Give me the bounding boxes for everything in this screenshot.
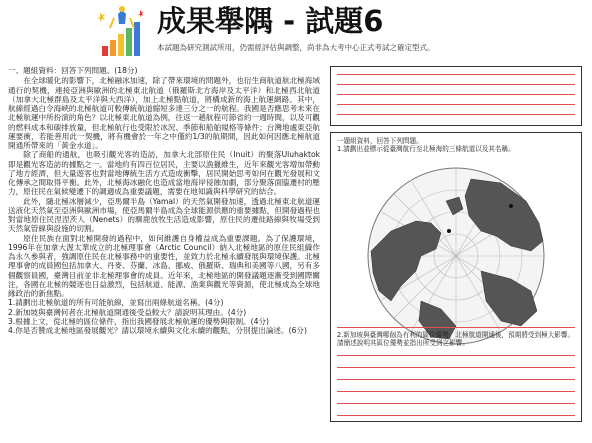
answer-line	[337, 104, 575, 105]
page-title: 成果舉隅 - 試題6	[157, 4, 384, 38]
polar-map[interactable]	[361, 161, 551, 351]
question-passage	[8, 66, 320, 443]
answer-line	[337, 327, 575, 328]
answer-line	[337, 84, 575, 85]
answer-line	[337, 391, 575, 392]
answer-question-1: 1.請劃出並標示從臺灣航行至北極海的三條航道以及其名稱。	[337, 145, 515, 153]
answer-line	[337, 415, 575, 416]
answer-sheet-panel	[330, 132, 582, 422]
sub-question-2: 2.新加坡與臺灣何者在北極航道開通後受益較大？請說明其理由。(4分)	[8, 307, 247, 317]
disclaimer-text: 本試題為研究測試所用，仍需經評估與調整，尚非為大考中心正式考試之確定型式。	[157, 43, 435, 52]
sub-question-3: 3.根據上文，從北極的區位條件，指出我國發展北極航運的優勢與限制。(4分)	[8, 316, 269, 326]
answer-line	[337, 355, 575, 356]
answer-line	[337, 367, 575, 368]
answer-section-label: 一題組資料，回答下列問題。	[337, 137, 423, 145]
answer-line	[337, 114, 575, 115]
answer-line	[337, 379, 575, 380]
answer-question-2: 2.新加坡與臺灣哪個為有利的區位優勢，北極航道開通後，預期將受到極大影響。請簡述說明其區位優勢並指出所受到之影響。	[337, 331, 575, 347]
passage-paragraph-4: 原住民族在面對北極開發的過程中，如何維護自身權益成為重要課題。為了保護環境，1996年在加拿大渥太華成立的北極理事會（Arctic Council）納入北極地區的原住民組織作為永久參與者，強調原住民在北極事務中的重要性，並致力於北極永續發展與環境保護。北極理事會的成員國包括加拿大、丹麥、芬蘭、冰島、挪威、俄羅斯、瑞典和美國等八國，另有多個觀察員國，臺灣目前並非北極理事會的成員。近年來，北極地區的開發議題逐漸受到國際關注，各國在北極的競逐也日益激烈，包括航道、能源、漁業與觀光等資源，使北極成為全球地緣政治的新焦點。	[8, 233, 320, 298]
answer-line	[337, 74, 575, 75]
question-heading: 一、題組資料：回答下列問題。(18分)	[8, 66, 138, 75]
trophy-bar-chart-logo	[92, 4, 152, 58]
header	[0, 0, 592, 60]
answer-line	[337, 94, 575, 95]
passage-paragraph-3: 此外，隨北極冰層減少，亞馬爾半島（Yamal）的天然氣開發加速，透過北極東北航道運送液化天然氣至亞洲與歐洲市場，使亞馬爾半島成為全球能源供應的重要據點，但開發過程也對當地原住民涅涅茨人（Nenets）的馴鹿放牧生活造成影響，原住民的遷徙路線與牧場受到天然氣管線與設施的切割。	[8, 196, 320, 234]
sub-question-1: 1.請劃出北極航道的所有可能航線，並寫出兩條航道名稱。(4分)	[8, 298, 224, 308]
passage-paragraph-2: 除了商船的通航，也吸引觀光客的造訪，加拿大北部原住民（Inuit）的聚落Uluhaktok即是觀光客造訪的據點之一。當地約有四百位居民，主要以漁獵維生，近年來觀光客增加帶動了地方經濟，但大量遊客也對當地傳統生活方式造成衝擊，居民開始思考如何在觀光發展和文化傳承之間取得平衡。此外，北極海冰融化也造成當地海岸侵蝕加劇，部分聚落面臨遷村的壓力，原住民在氣候變遷下的調適成為重要議題，需要在地知識與科學研究的結合。	[8, 150, 320, 197]
sub-question-4: 4.你是否贊成北極地區發展觀光？請以環境永續與文化永續的觀點，分別提出論述。(6分)	[8, 326, 307, 335]
answer-line	[337, 403, 575, 404]
answer-box-top[interactable]	[330, 66, 582, 126]
passage-paragraph-1: 在全球暖化的影響下，北極融冰加速，除了帶來環境的問題外，也衍生商航道航北極海域通行的契機，連接亞洲與歐洲的北極東北航道（俄羅斯北方海岸及太平洋）和北極西北航道（加拿大北極群島及太平洋與大西洋），加上北極點航道，將構成新的海上航運網路。其中，航線經過白令海峽的北極航道可較傳統航道縮短多達三分之一的航程。我國是否應思考未來在北極航運中所扮演的角色？以北極東北航道為例，往返一趟航程可節省約一週時間，以及可觀的燃料成本和碳排放量，但北極航行也受限於冰況、季節和船舶規格等條件；台灣地處東亞航運要衝，若能善用此一契機，將有機會於一年之中僅約1/3的航期間，因此如何因應北極航道開通所帶來的「黃金水道」。	[8, 76, 320, 150]
